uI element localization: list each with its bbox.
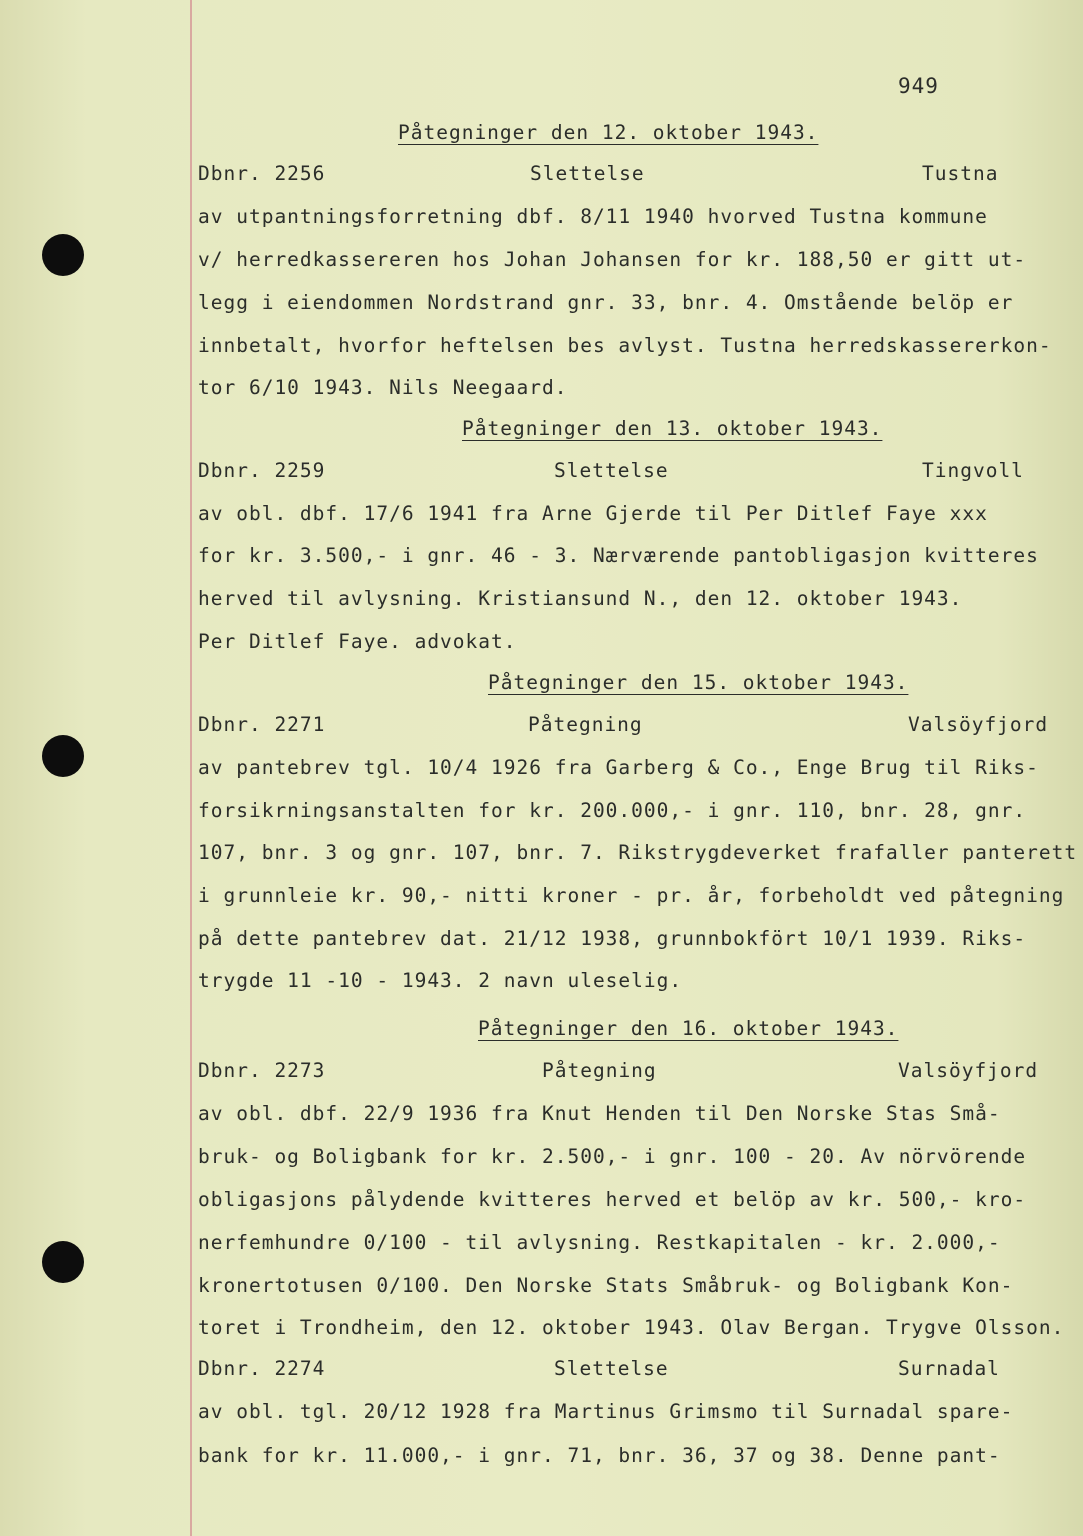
text-line: nerfemhundre 0/100 - til avlysning. Restkapitalen - kr. 2.000,- bbox=[198, 1231, 1001, 1254]
section-heading: Påtegninger den 13. oktober 1943. bbox=[462, 417, 883, 440]
punch-hole bbox=[42, 735, 84, 777]
text-line: bank for kr. 11.000,- i gnr. 71, bnr. 36, 37 og 38. Denne pant- bbox=[198, 1444, 1001, 1467]
text-line: herved til avlysning. Kristiansund N., den 12. oktober 1943. bbox=[198, 587, 963, 610]
entry-header bbox=[198, 1056, 1038, 1086]
section-heading: Påtegninger den 16. oktober 1943. bbox=[478, 1017, 899, 1040]
section-heading: Påtegninger den 15. oktober 1943. bbox=[488, 671, 909, 694]
section-heading: Påtegninger den 12. oktober 1943. bbox=[398, 121, 819, 144]
punch-hole bbox=[42, 1241, 84, 1283]
text-line: på dette pantebrev dat. 21/12 1938, grunnbokfört 10/1 1939. Riks- bbox=[198, 927, 1027, 950]
text-line: i grunnleie kr. 90,- nitti kroner - pr. år, forbeholdt ved påtegning bbox=[198, 884, 1065, 907]
text-line: innbetalt, hvorfor heftelsen bes avlyst. Tustna herredskassererkon- bbox=[198, 334, 1052, 357]
page-number: 949 bbox=[898, 74, 939, 98]
entry-header bbox=[198, 456, 1038, 486]
margin-line bbox=[190, 0, 192, 1536]
entry-place: Tingvoll bbox=[922, 459, 1024, 482]
entry-dbnr: Dbnr. 2259 bbox=[198, 459, 326, 482]
text-line: kronertotusen 0/100. Den Norske Stats Småbruk- og Boligbank Kon- bbox=[198, 1274, 1014, 1297]
entry-type: Påtegning bbox=[542, 1059, 657, 1082]
text-line: obligasjons pålydende kvitteres herved et belöp av kr. 500,- kro- bbox=[198, 1188, 1027, 1211]
entry-header bbox=[198, 159, 1038, 189]
entry-header bbox=[198, 1354, 1038, 1384]
text-line: av pantebrev tgl. 10/4 1926 fra Garberg & Co., Enge Brug til Riks- bbox=[198, 756, 1039, 779]
text-line: toret i Trondheim, den 12. oktober 1943. Olav Bergan. Trygve Olsson. bbox=[198, 1316, 1065, 1339]
text-line: 107, bnr. 3 og gnr. 107, bnr. 7. Rikstrygdeverket frafaller panterett bbox=[198, 841, 1078, 864]
text-line: av utpantningsforretning dbf. 8/11 1940 hvorved Tustna kommune bbox=[198, 205, 988, 228]
entry-place: Tustna bbox=[922, 162, 999, 185]
text-line: legg i eiendommen Nordstrand gnr. 33, bnr. 4. Omstående belöp er bbox=[198, 291, 1014, 314]
entry-type: Påtegning bbox=[528, 713, 643, 736]
text-line: av obl. dbf. 22/9 1936 fra Knut Henden til Den Norske Stas Små- bbox=[198, 1102, 1001, 1125]
entry-place: Valsöyfjord bbox=[908, 713, 1049, 736]
text-line: Per Ditlef Faye. advokat. bbox=[198, 630, 517, 653]
text-line: tor 6/10 1943. Nils Neegaard. bbox=[198, 376, 568, 399]
punch-hole bbox=[42, 234, 84, 276]
entry-dbnr: Dbnr. 2256 bbox=[198, 162, 326, 185]
entry-dbnr: Dbnr. 2274 bbox=[198, 1357, 326, 1380]
text-line: bruk- og Boligbank for kr. 2.500,- i gnr. 100 - 20. Av nörvörende bbox=[198, 1145, 1027, 1168]
text-line: v/ herredkassereren hos Johan Johansen for kr. 188,50 er gitt ut- bbox=[198, 248, 1027, 271]
entry-type: Slettelse bbox=[554, 459, 669, 482]
text-line: forsikrningsanstalten for kr. 200.000,- i gnr. 110, bnr. 28, gnr. bbox=[198, 799, 1027, 822]
text-line: av obl. tgl. 20/12 1928 fra Martinus Grimsmo til Surnadal spare- bbox=[198, 1400, 1014, 1423]
entry-place: Valsöyfjord bbox=[898, 1059, 1039, 1082]
entry-header bbox=[198, 710, 1049, 740]
text-line: for kr. 3.500,- i gnr. 46 - 3. Nærværende pantobligasjon kvitteres bbox=[198, 544, 1039, 567]
entry-type: Slettelse bbox=[554, 1357, 669, 1380]
text-line: trygde 11 -10 - 1943. 2 navn uleselig. bbox=[198, 969, 683, 992]
entry-dbnr: Dbnr. 2273 bbox=[198, 1059, 326, 1082]
entry-dbnr: Dbnr. 2271 bbox=[198, 713, 326, 736]
text-line: av obl. dbf. 17/6 1941 fra Arne Gjerde til Per Ditlef Faye xxx bbox=[198, 502, 988, 525]
entry-type: Slettelse bbox=[530, 162, 645, 185]
entry-place: Surnadal bbox=[898, 1357, 1000, 1380]
